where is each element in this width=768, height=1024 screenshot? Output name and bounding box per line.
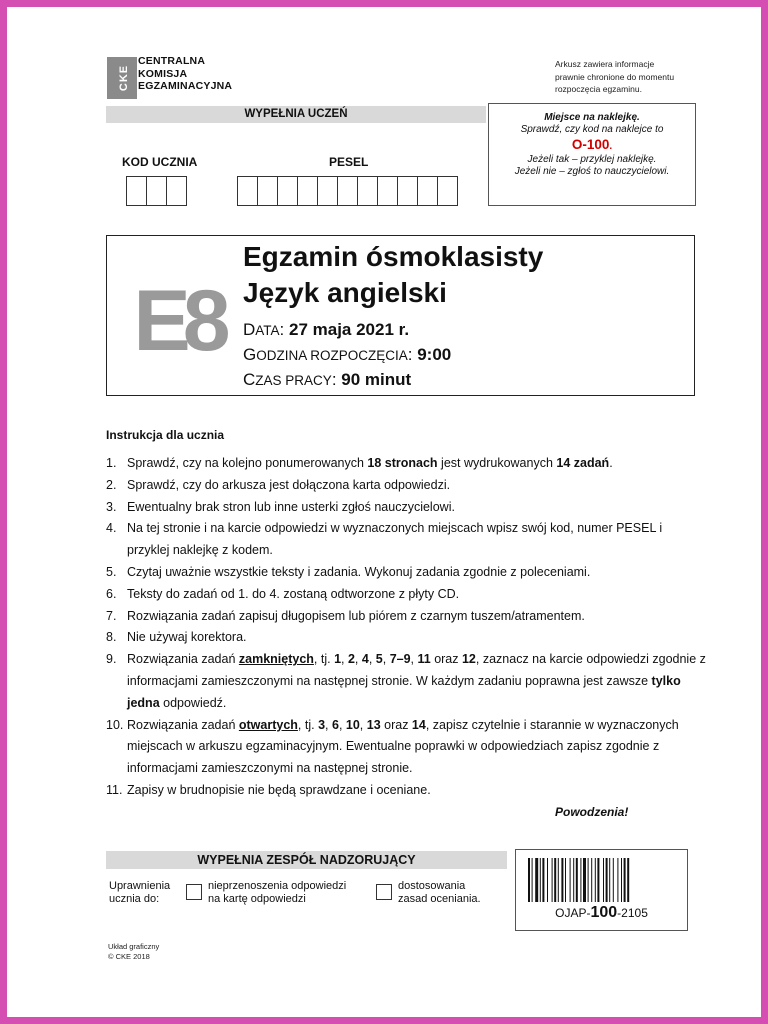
logo-line-1: CENTRALNA	[138, 55, 206, 67]
sticker-line-2: Sprawdź, czy kod na naklejce to	[520, 124, 664, 135]
barcode-bar	[617, 858, 618, 902]
instruction-text	[127, 518, 706, 562]
time-label: CZAS PRACY:	[243, 370, 342, 389]
student-code-cell[interactable]	[146, 176, 167, 206]
barcode-bar	[580, 858, 581, 902]
exam-start-time	[243, 344, 451, 367]
instruction-segment: ,	[338, 717, 346, 732]
student-code-cell[interactable]	[126, 176, 147, 206]
instruction-text	[127, 627, 706, 649]
instruction-item	[106, 715, 706, 780]
confidential-line-3: rozpoczęcia egzaminu.	[555, 84, 642, 94]
barcode-bar	[591, 858, 592, 902]
instruction-item	[106, 453, 706, 475]
time-value: 90 minut	[341, 370, 412, 389]
student-rights-label	[109, 880, 170, 906]
instruction-segment: odpowiedź.	[159, 695, 227, 710]
date-label: DATA:	[243, 320, 289, 339]
instruction-item	[106, 562, 706, 584]
instruction-number: 4.	[106, 521, 117, 536]
instruction-segment: Zapisy w brudnopisie nie będą sprawdzane i oceniane.	[127, 782, 431, 797]
supervisors-section-header: WYPEŁNIA ZESPÓŁ NADZORUJĄCY	[106, 851, 507, 869]
pesel-cell[interactable]	[317, 176, 338, 206]
adjusted-grading-line-2: zasad oceniania.	[398, 893, 481, 905]
instruction-text	[127, 715, 706, 780]
instruction-emphasis: 6	[331, 717, 339, 732]
confidential-note	[555, 58, 674, 96]
instruction-emphasis: 10	[345, 717, 360, 732]
instruction-segment: ,	[382, 652, 390, 667]
barcode-bar	[606, 858, 608, 902]
instruction-emphasis: tylko jedna	[127, 673, 681, 710]
cke-logo-mark-text: CKE	[118, 64, 130, 92]
instructions-heading: Instrukcja dla ucznia	[106, 428, 225, 442]
barcode-bar	[597, 858, 599, 902]
barcode-bar	[554, 858, 556, 902]
barcode-bar	[583, 858, 586, 902]
instruction-segment: Rozwiązania zadań	[127, 717, 239, 732]
instruction-item	[106, 627, 706, 649]
rights-line-2: ucznia do:	[109, 893, 160, 905]
hour-value: 9:00	[417, 345, 452, 364]
instruction-text	[127, 453, 706, 475]
instruction-item	[106, 497, 706, 519]
sticker-line-4: Jeżeli nie – zgłoś to nauczycielowi.	[514, 166, 670, 177]
barcode-bar	[552, 858, 553, 902]
pesel-cell[interactable]	[417, 176, 438, 206]
barcode-bar	[547, 858, 548, 902]
barcode-bar	[627, 858, 629, 902]
rights-line-1: Uprawnienia	[109, 880, 171, 892]
instruction-emphasis: 2	[347, 652, 355, 667]
sticker-area	[488, 103, 696, 206]
barcode-bar	[609, 858, 610, 902]
pesel-label: PESEL	[329, 155, 369, 169]
instruction-number: 7.	[106, 608, 117, 623]
barcode-icon	[528, 858, 676, 902]
instruction-item	[106, 780, 706, 802]
barcode-prefix: OJAP-	[555, 906, 591, 920]
no-transfer-label	[208, 880, 346, 906]
instruction-segment: Teksty do zadań od 1. do 4. zostaną odtworzone z płyty CD.	[127, 586, 460, 601]
pesel-cell[interactable]	[397, 176, 418, 206]
instruction-segment: , tj.	[297, 717, 319, 732]
instruction-emphasis: 5	[375, 652, 383, 667]
instruction-number: 10.	[106, 717, 124, 732]
instruction-segment: oraz	[380, 717, 412, 732]
instruction-segment: , zaznacz na karcie odpowiedzi zgodnie z informacjami zamieszczonymi na następnej stronie. W każdym zadaniu poprawna jest zawsze	[127, 652, 706, 688]
footer-line-2: © CKE 2018	[108, 952, 150, 961]
exam-cover-page	[7, 7, 761, 1017]
barcode-code: 100	[590, 904, 618, 921]
date-label-rest: ATA	[255, 323, 280, 338]
barcode-bar	[535, 858, 538, 902]
date-label-initial: D	[243, 320, 256, 339]
instruction-emphasis: zamkniętych	[238, 652, 314, 667]
instruction-item	[106, 584, 706, 606]
barcode-bar	[540, 858, 541, 902]
barcode-bar	[532, 858, 533, 902]
instruction-segment: Nie używaj korektora.	[127, 630, 247, 645]
instruction-text	[127, 780, 706, 802]
instruction-emphasis: 7–9	[389, 652, 411, 667]
barcode-bar	[576, 858, 578, 902]
pesel-cell[interactable]	[237, 176, 258, 206]
barcode-bar	[588, 858, 589, 902]
instruction-segment: ,	[341, 652, 348, 667]
instruction-segment: Rozwiązania zadań zapisuj długopisem lub piórem z czarnym tuszem/atramentem.	[127, 608, 585, 623]
hour-label-rest: ODZINA ROZPOCZĘCIA	[256, 348, 408, 363]
e8-logo-text: E8	[133, 284, 223, 354]
student-code-label: KOD UCZNIA	[122, 155, 198, 169]
barcode-bar	[613, 858, 614, 902]
cke-logo-text	[138, 55, 232, 93]
instruction-segment: Rozwiązania zadań	[127, 652, 239, 667]
exam-duration	[243, 369, 411, 392]
sticker-line-1: Miejsce na naklejkę.	[544, 112, 640, 123]
sticker-code-row	[489, 136, 695, 154]
instruction-segment: Czytaj uważnie wszystkie teksty i zadania. Wykonuj zadania zgodnie z poleceniami.	[127, 564, 591, 579]
footer-line-1: Układ graficzny	[108, 942, 160, 951]
no-transfer-line-2: na kartę odpowiedzi	[208, 893, 306, 905]
instruction-segment: ,	[410, 652, 418, 667]
logo-line-3: EGZAMINACYJNA	[138, 80, 233, 92]
instruction-text	[127, 475, 706, 497]
instruction-segment: , zapisz czytelnie i starannie w wyznaczonych miejscach w arkuszu egzaminacyjnym. Ewentualne poprawki w odpowiedziach zapisz zgodnie z informacjami zamieszczonymi na następnej stronie.	[127, 717, 679, 776]
instruction-segment: Na tej stronie i na karcie odpowiedzi w wyznaczonych miejscach wpisz swój kod, numer PESEL i przyklej naklejkę z kodem.	[127, 521, 663, 558]
sticker-code: O-100	[571, 137, 610, 152]
instruction-number: 3.	[106, 499, 117, 514]
instruction-segment: ,	[359, 717, 367, 732]
instruction-emphasis: 3	[318, 717, 326, 732]
no-transfer-line-1: nieprzenoszenia odpowiedzi	[208, 880, 347, 892]
barcode-bar	[603, 858, 604, 902]
exam-title: Egzamin ósmoklasisty	[243, 241, 544, 272]
pesel-cell[interactable]	[257, 176, 278, 206]
barcode-bar	[565, 858, 566, 902]
instruction-segment: ,	[368, 652, 376, 667]
instruction-emphasis: 14	[411, 717, 426, 732]
barcode-bar	[595, 858, 596, 902]
pesel-cell[interactable]	[357, 176, 378, 206]
hour-label: GODZINA ROZPOCZĘCIA:	[243, 345, 418, 364]
barcode-bar	[621, 858, 622, 902]
instruction-segment: .	[609, 456, 613, 470]
barcode-bar	[624, 858, 626, 902]
instruction-number: 8.	[106, 630, 117, 645]
e8-logo	[124, 284, 232, 354]
instruction-number: 6.	[106, 586, 117, 601]
instruction-segment: ,	[354, 652, 362, 667]
barcode-bar	[558, 858, 559, 902]
instruction-item	[106, 649, 706, 714]
instruction-segment: Ewentualny brak stron lub inne usterki zgłoś nauczycielowi.	[127, 499, 455, 514]
barcode-bar	[573, 858, 574, 902]
instruction-text	[127, 584, 706, 606]
instruction-segment: Sprawdź, czy na kolejno ponumerowanych	[127, 456, 368, 470]
pesel-cell[interactable]	[297, 176, 318, 206]
exam-subject: Język angielski	[243, 277, 447, 308]
instruction-item	[106, 475, 706, 497]
instruction-number: 2.	[106, 477, 117, 492]
instruction-segment: ,	[325, 717, 332, 732]
instruction-emphasis: 11	[417, 652, 431, 667]
instruction-emphasis: 14 zadań	[556, 456, 610, 470]
instruction-item	[106, 518, 706, 562]
barcode-bar	[561, 858, 563, 902]
barcode-suffix: -2105	[617, 906, 648, 920]
instruction-segment: jest wydrukowanych	[437, 456, 557, 470]
pesel-cell[interactable]	[337, 176, 358, 206]
student-code-field[interactable]	[127, 176, 187, 206]
barcode-bar	[570, 858, 571, 902]
pesel-field[interactable]	[238, 176, 458, 206]
instruction-number: 11.	[106, 782, 123, 797]
instruction-number: 1.	[106, 456, 117, 470]
instruction-emphasis: 18 stronach	[367, 456, 438, 470]
instruction-text	[127, 497, 706, 519]
hour-label-initial: G	[243, 345, 257, 364]
instruction-number: 5.	[106, 564, 117, 579]
no-transfer-checkbox[interactable]	[186, 884, 202, 900]
instruction-emphasis: 4	[361, 652, 369, 667]
instruction-text	[127, 649, 706, 714]
adjusted-grading-label	[398, 880, 481, 906]
instruction-segment: oraz	[430, 652, 462, 667]
adjusted-grading-checkbox[interactable]	[376, 884, 392, 900]
student-code-cell[interactable]	[166, 176, 187, 206]
instruction-emphasis: otwartych	[238, 717, 298, 732]
cke-logo-mark	[107, 57, 137, 99]
logo-line-2: KOMISJA	[138, 67, 188, 80]
adjusted-grading-line-1: dostosowania	[398, 880, 466, 892]
confidential-line-1: Arkusz zawiera informacje	[555, 59, 655, 69]
instruction-emphasis: 12	[461, 652, 476, 667]
instruction-emphasis: 13	[366, 717, 381, 732]
instruction-segment: Sprawdź, czy do arkusza jest dołączona karta odpowiedzi.	[127, 477, 451, 492]
pesel-cell[interactable]	[437, 176, 458, 206]
confidential-line-2: prawnie chronione do momentu	[555, 71, 675, 82]
instruction-emphasis: 1	[334, 652, 342, 667]
good-luck-text: Powodzenia!	[555, 805, 629, 819]
instructions-list	[106, 453, 706, 802]
time-label-rest: ZAS PRACY	[255, 373, 332, 388]
barcode-bar	[542, 858, 544, 902]
barcode-label	[515, 904, 688, 922]
instruction-text	[127, 606, 706, 628]
instruction-number: 9.	[106, 652, 117, 667]
instruction-item	[106, 606, 706, 628]
student-section-header: WYPEŁNIA UCZEŃ	[106, 106, 486, 123]
pesel-cell[interactable]	[277, 176, 298, 206]
sticker-line-3: Jeżeli tak – przyklej naklejkę.	[527, 154, 657, 165]
pesel-cell[interactable]	[377, 176, 398, 206]
instruction-segment: , tj.	[313, 652, 335, 667]
sticker-code-suffix: .	[609, 141, 613, 152]
time-label-initial: C	[243, 370, 256, 389]
date-value: 27 maja 2021 r.	[289, 320, 410, 339]
footer-credit	[108, 942, 159, 962]
instruction-text	[127, 562, 706, 584]
exam-date	[243, 319, 409, 342]
barcode-bar	[528, 858, 530, 902]
